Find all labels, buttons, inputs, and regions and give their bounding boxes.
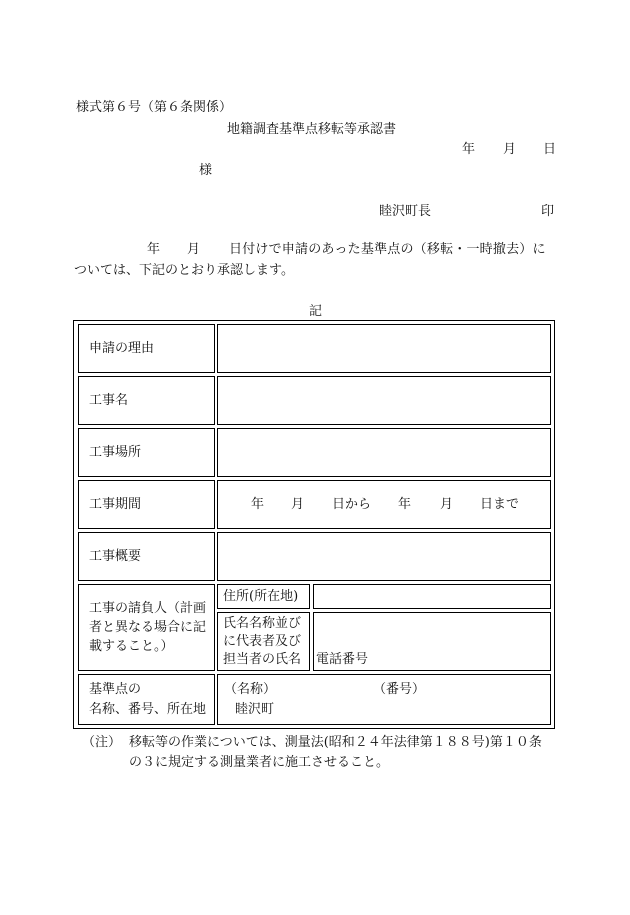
work-summary-label-cell	[78, 532, 215, 581]
addressee-suffix: 様	[199, 163, 213, 178]
benchmark-label-cell	[78, 674, 215, 725]
benchmark-name-label: （名称）	[224, 682, 277, 697]
reason-label: 申請の理由	[89, 341, 155, 356]
date-day: 日	[543, 142, 557, 157]
work-place-label-cell	[78, 428, 215, 477]
seal-mark: 印	[541, 204, 555, 219]
work-summary-value-cell	[217, 532, 551, 581]
name-label-3: 担当者の氏名	[223, 652, 302, 667]
name-label-2: に代表者及び	[223, 634, 302, 649]
period-month-1: 月	[291, 497, 305, 512]
ki-heading: 記	[309, 304, 323, 319]
body-line-2: ついては、下記のとおり承認します。	[74, 263, 294, 278]
contractor-label-2: 者と異なる場合に記	[89, 620, 207, 635]
work-period-value-cell	[217, 480, 551, 529]
period-month-2: 月	[440, 497, 454, 512]
note-line-2: の３に規定する測量業者に施工させること。	[129, 755, 390, 770]
name-label-cell	[217, 612, 310, 671]
name-label-1: 氏名名称並び	[223, 616, 302, 631]
work-name-label: 工事名	[89, 393, 129, 408]
benchmark-town: 睦沢町	[235, 702, 275, 717]
work-place-value-cell	[217, 428, 551, 477]
benchmark-label-1: 基準点の	[89, 682, 142, 697]
work-period-label-cell	[78, 480, 215, 529]
work-period-label: 工事期間	[89, 497, 142, 512]
work-name-label-cell	[78, 376, 215, 425]
address-label: 住所(所在地)	[223, 589, 299, 604]
benchmark-label-2: 名称、番号、所在地	[89, 702, 207, 717]
period-until: 日まで	[480, 497, 520, 512]
period-from: 日から	[332, 497, 372, 512]
phone-label: 電話番号	[316, 652, 369, 667]
reason-label-cell	[78, 324, 215, 373]
date-month: 月	[503, 142, 517, 157]
address-label-cell	[217, 584, 310, 609]
contractor-label-3: 載すること。）	[89, 639, 174, 654]
note-line-1: 移転等の作業については、測量法(昭和２４年法律第１８８号)第１０条	[129, 735, 542, 750]
period-year-1: 年	[251, 497, 265, 512]
reason-value-cell	[217, 324, 551, 373]
name-value-cell	[313, 612, 551, 671]
benchmark-number-label: （番号）	[373, 682, 426, 697]
contractor-label-1: 工事の請負人（計画	[89, 601, 207, 616]
body-line-1: 日付けで申請のあった基準点の（移転・一時撤去）に	[229, 242, 546, 257]
date-year: 年	[462, 142, 476, 157]
form-number: 様式第６号（第６条関係）	[76, 100, 233, 115]
benchmark-value-cell	[217, 674, 551, 725]
body-month: 月	[187, 242, 201, 257]
body-year: 年	[147, 242, 161, 257]
address-value-cell	[313, 584, 551, 609]
issuer-name: 睦沢町長	[379, 204, 432, 219]
contractor-label-cell	[78, 584, 215, 671]
work-name-value-cell	[217, 376, 551, 425]
period-year-2: 年	[398, 497, 412, 512]
note-prefix: （注）	[82, 735, 122, 750]
work-place-label: 工事場所	[89, 445, 142, 460]
approval-table	[73, 320, 555, 729]
work-summary-label: 工事概要	[89, 549, 142, 564]
document-title: 地籍調査基準点移転等承認書	[227, 122, 397, 137]
